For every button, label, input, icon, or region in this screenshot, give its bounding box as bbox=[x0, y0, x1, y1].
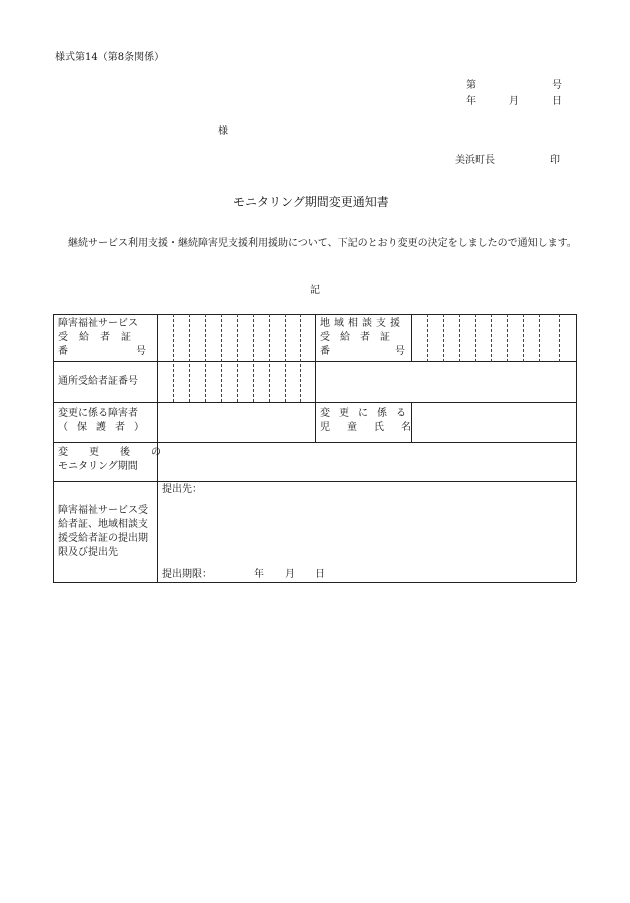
r5-line1: 障害福祉サービス受 bbox=[58, 505, 148, 516]
r1-left-line3: 番号 bbox=[58, 346, 214, 357]
r1-right-line1: 地域相談支援 bbox=[320, 318, 404, 329]
deadline-month: 月 bbox=[285, 569, 295, 580]
r5-line4: 限及び提出先 bbox=[58, 547, 118, 558]
r1-right-line3: 番号 bbox=[320, 346, 470, 357]
deadline-day: 日 bbox=[315, 569, 325, 580]
r1-left-line1: 障害福祉サービス bbox=[58, 318, 138, 329]
deadline-year: 年 bbox=[254, 569, 264, 580]
day-service-number-input[interactable] bbox=[158, 362, 314, 402]
r3-right-line2: 児童氏名 bbox=[320, 422, 428, 433]
r4-line2: モニタリング期間 bbox=[58, 461, 138, 472]
monitoring-period-input[interactable] bbox=[158, 443, 575, 481]
date-day: 日 bbox=[552, 96, 562, 107]
child-name-input[interactable] bbox=[412, 403, 575, 442]
document-title: モニタリング期間変更通知書 bbox=[233, 195, 389, 209]
notice-table bbox=[53, 314, 576, 582]
r3-left-line2: （保護者） bbox=[58, 422, 153, 433]
number-suffix: 号 bbox=[552, 80, 562, 91]
r3-right-line1: 変更に係る bbox=[320, 408, 415, 419]
r4-line1: 変更後の bbox=[58, 447, 182, 458]
row2-right-blank bbox=[316, 362, 575, 402]
welfare-service-number-input[interactable] bbox=[158, 315, 314, 361]
date-month: 月 bbox=[509, 96, 519, 107]
r5-line2: 給者証、地域相談支 bbox=[58, 519, 148, 530]
submit-to-input[interactable] bbox=[213, 483, 573, 497]
seal: 印 bbox=[550, 155, 560, 166]
submit-to-label: 提出先： bbox=[162, 484, 202, 495]
r1-right-line2: 受給者証 bbox=[320, 332, 400, 343]
r5-line3: 援受給者証の提出期 bbox=[58, 533, 148, 544]
body-paragraph: 継続サービス利用支援・継続障害児支援利用援助について、下記のとおり変更の決定をしましたので通知します。 bbox=[68, 238, 577, 249]
r2-label: 通所受給者証番号 bbox=[58, 376, 138, 387]
r1-left-line2: 受給者証 bbox=[58, 332, 142, 343]
r3-left-line1: 変更に係る障害者 bbox=[58, 408, 138, 419]
deadline-label: 提出期限： bbox=[162, 569, 212, 580]
disabled-person-name-input[interactable] bbox=[158, 403, 314, 442]
issuer: 美浜町長 bbox=[455, 155, 495, 166]
community-consultation-number-input[interactable] bbox=[412, 315, 575, 361]
ki-heading: 記 bbox=[310, 285, 320, 296]
number-prefix: 第 bbox=[466, 80, 476, 91]
form-number: 様式第14（第8条関係） bbox=[55, 52, 165, 63]
date-year: 年 bbox=[466, 96, 476, 107]
addressee-suffix: 様 bbox=[218, 126, 228, 137]
